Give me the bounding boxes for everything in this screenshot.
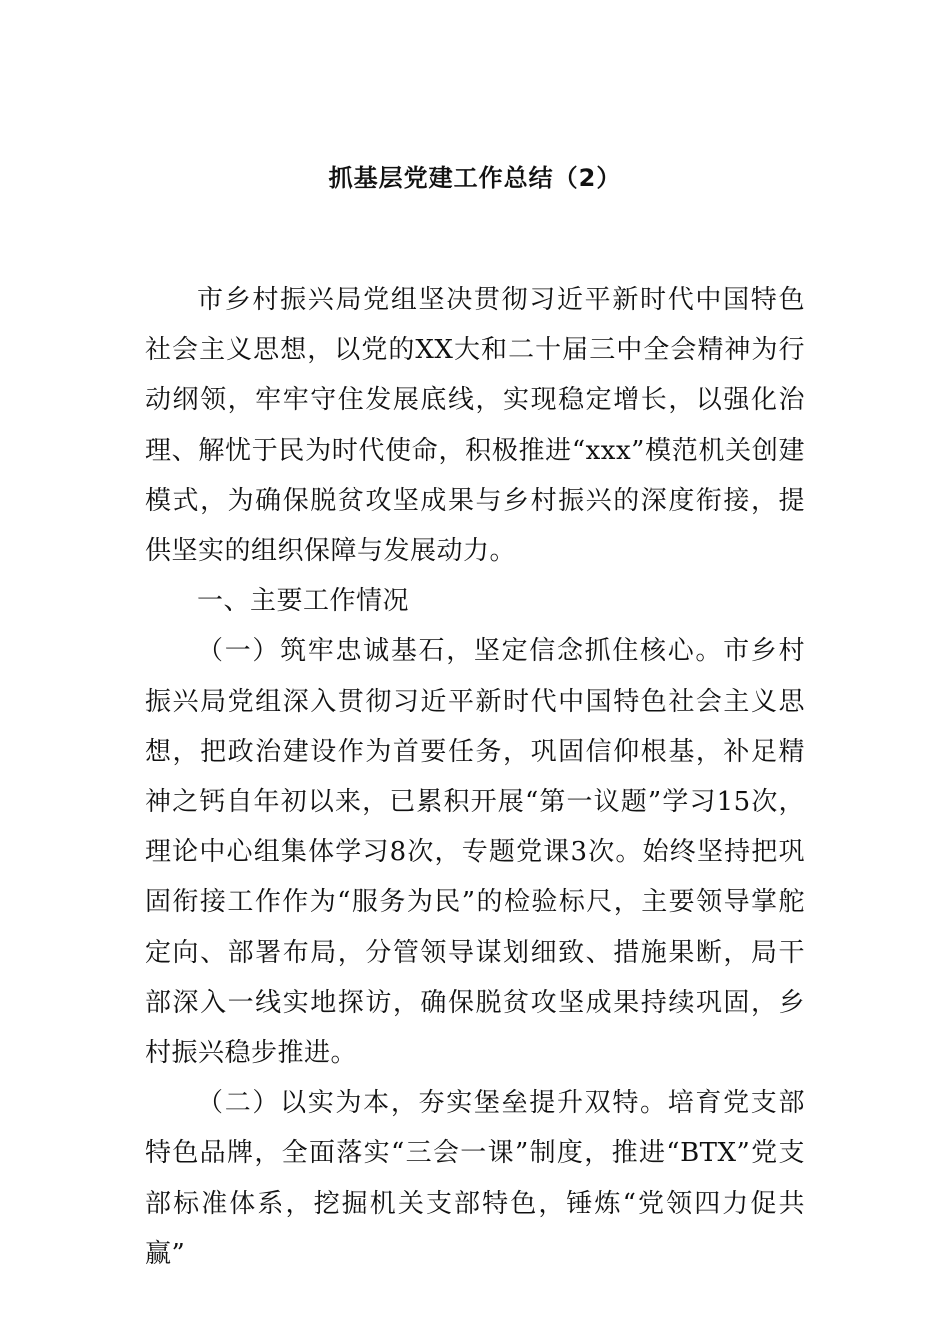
document-title: 抓基层党建工作总结（2） <box>328 164 622 192</box>
intro-paragraph: 市乡村振兴局党组坚决贯彻习近平新时代中国特色社会主义思想，以党的XX大和二十届三中全会精神为行动纲领，牢牢守住发展底线，实现稳定增长，以强化治理、解忧于民为时代使命，积极推进“xxx”模范机关创建模式，为确保脱贫攻坚成果与乡村振兴的深度衔接，提供坚实的组织保障与发展动力。 <box>145 285 805 567</box>
section-heading: 一、主要工作情况 <box>197 586 410 617</box>
document-body <box>145 275 805 1279</box>
section-paragraph-1: （一）筑牢忠诚基石，坚定信念抓住核心。市乡村振兴局党组深入贯彻习近平新时代中国特色社会主义思想，把政治建设作为首要任务，巩固信仰根基，补足精神之钙自年初以来，已累积开展“第一议题”学习15次，理论中心组集体学习8次，专题党课3次。始终坚持把巩固衔接工作作为“服务为民”的检验标尺，主要领导掌舵定向、部署布局，分管领导谋划细致、措施果断，局干部深入一线实地探访，确保脱贫攻坚成果持续巩固，乡村振兴稳步推进。 <box>145 636 805 1069</box>
section-paragraph-2: （二）以实为本，夯实堡垒提升双特。培育党支部特色品牌，全面落实“三会一课”制度，推进“BTX”党支部标准体系，挖掘机关支部特色，锤炼“党领四力促共赢” <box>145 1088 805 1269</box>
